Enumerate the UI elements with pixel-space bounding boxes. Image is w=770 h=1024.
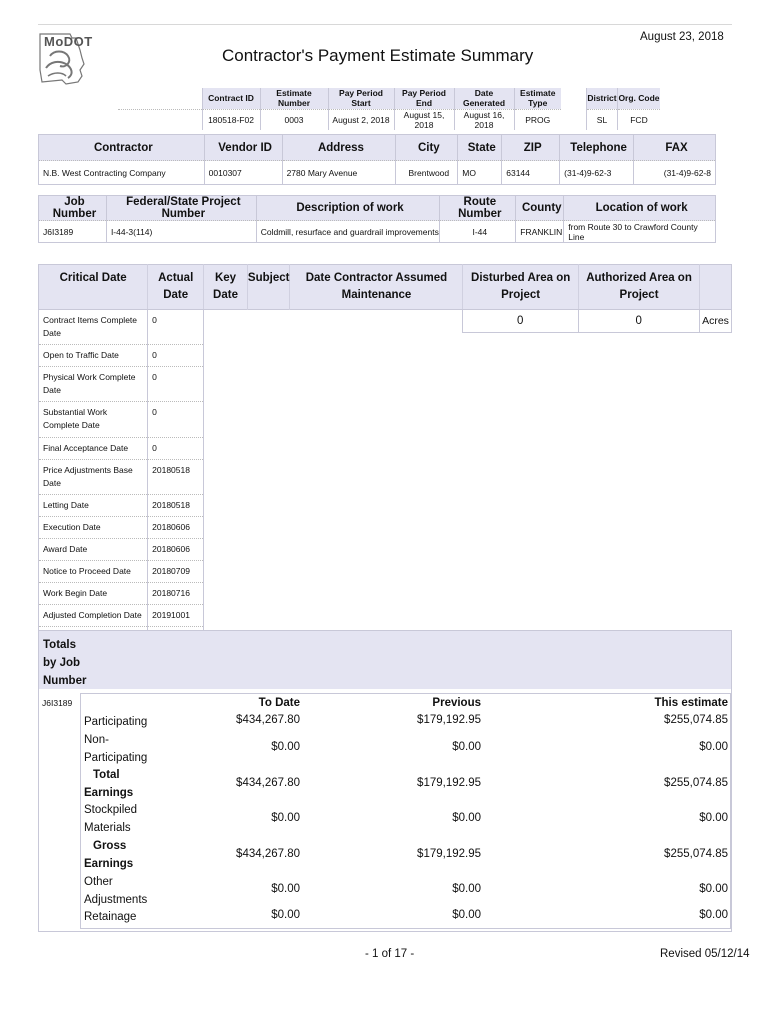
total-earnings-previous: $179,192.95 [417, 777, 481, 789]
totals-heading-line: Number [43, 675, 87, 687]
date-value: 20180518 [148, 495, 204, 517]
top-rule [38, 24, 732, 25]
date-label: Adjusted Completion Date [39, 605, 148, 627]
date-value: 20180606 [148, 539, 204, 561]
estimate-type-header: Estimate Type [514, 88, 561, 109]
date-value: 20191001 [148, 605, 204, 627]
stockpiled-materials-label [84, 802, 137, 837]
date-value: 0 [148, 310, 204, 345]
table-row [39, 367, 204, 402]
page-title: Contractor's Payment Estimate Summary [222, 46, 534, 65]
date-value: 0 [148, 345, 204, 367]
label-line: Earnings [84, 786, 134, 799]
critical-dates-table [38, 309, 204, 649]
job-number-header: Job Number [39, 196, 107, 221]
other-adjustments-to-date: $0.00 [271, 883, 300, 895]
label-line: Gross [93, 840, 127, 852]
label-line: Adjustments [84, 893, 148, 906]
date-label: Price Adjustments Base Date [39, 460, 148, 495]
date-label: Open to Traffic Date [39, 345, 148, 367]
stockpiled-previous: $0.00 [452, 812, 481, 824]
stockpiled-to-date: $0.00 [271, 812, 300, 824]
contract-id-header: Contract ID [202, 88, 260, 109]
job-table [38, 195, 716, 243]
date-value: 0 [148, 367, 204, 402]
page-number: - 1 of 17 - [365, 948, 415, 960]
job-number-value: J6I3189 [39, 221, 107, 243]
county-value: FRANKLIN [516, 221, 564, 243]
label-line: Materials [84, 821, 131, 834]
district-value: SL [587, 109, 618, 130]
vendor-id-value: 0010307 [204, 161, 282, 185]
table-row [39, 605, 204, 627]
district-header: District [587, 88, 618, 109]
date-label: Execution Date [39, 517, 148, 539]
table-row [39, 345, 204, 367]
authorized-area-value: 0 [578, 310, 699, 333]
contract-table [118, 88, 561, 130]
location-header: Location of work [564, 196, 716, 221]
this-estimate-header: This estimate [654, 697, 728, 709]
stockpiled-this-estimate: $0.00 [699, 812, 728, 824]
date-value: 20180606 [148, 517, 204, 539]
other-adjustments-previous: $0.00 [452, 883, 481, 895]
table-row [39, 561, 204, 583]
estimate-number-header: Estimate Number [260, 88, 328, 109]
route-number-value: I-44 [440, 221, 516, 243]
date-label: Work Begin Date [39, 583, 148, 605]
disturbed-area-value: 0 [517, 315, 524, 327]
org-code-header: Org. Code [617, 88, 660, 109]
telephone-value: (31-4)9-62-3 [560, 161, 634, 185]
address-value: 2780 Mary Avenue [282, 161, 396, 185]
critical-dates-header [38, 264, 732, 310]
date-label: Award Date [39, 539, 148, 561]
label-line: Stockpiled [84, 804, 138, 816]
date-label: Letting Date [39, 495, 148, 517]
address-header: Address [282, 135, 396, 161]
to-date-header: To Date [258, 697, 300, 709]
non-participating-to-date: $0.00 [271, 741, 300, 753]
authorized-area-header: Authorized Area on Project [578, 265, 699, 310]
project-number-header: Federal/State Project Number [106, 196, 256, 221]
date-value: 0 [148, 402, 204, 438]
total-earnings-to-date: $434,267.80 [236, 777, 300, 789]
table-row [39, 460, 204, 495]
state-header: State [458, 135, 502, 161]
retainage-this-estimate: $0.00 [699, 909, 728, 921]
logo-text: MoDOT [44, 34, 93, 49]
totals-job-number: J6I3189 [42, 698, 73, 708]
participating-label: Participating [84, 716, 148, 728]
totals-heading-line: Totals [43, 639, 77, 651]
actual-date-header: Actual Date [148, 265, 204, 310]
label-line: Earnings [84, 857, 134, 870]
city-value: Brentwood [396, 161, 458, 185]
telephone-header: Telephone [560, 135, 634, 161]
totals-heading [43, 636, 86, 690]
pay-period-end-value: August 15, 2018 [394, 109, 454, 130]
gross-earnings-to-date: $434,267.80 [236, 848, 300, 860]
table-row [39, 402, 204, 438]
contractor-table [38, 134, 716, 185]
label-line: Non- [84, 734, 109, 746]
total-earnings-this-estimate: $255,074.85 [664, 777, 728, 789]
contractor-header: Contractor [39, 135, 205, 161]
gross-earnings-this-estimate: $255,074.85 [664, 848, 728, 860]
route-number-header: Route Number [440, 196, 516, 221]
participating-this-estimate: $255,074.85 [664, 714, 728, 726]
label-line: Other [84, 876, 113, 888]
district-table [586, 88, 660, 130]
table-row [39, 495, 204, 517]
label-line: Total [93, 769, 120, 781]
table-row [39, 583, 204, 605]
date-generated-value: August 16, 2018 [454, 109, 514, 130]
estimate-type-value: PROG [514, 109, 561, 130]
participating-previous: $179,192.95 [417, 714, 481, 726]
total-earnings-label [84, 767, 133, 802]
date-value: 20180518 [148, 460, 204, 495]
gross-earnings-previous: $179,192.95 [417, 848, 481, 860]
project-number-value: I-44-3(114) [106, 221, 256, 243]
city-header: City [396, 135, 458, 161]
subject-header: Subject [247, 265, 290, 310]
unit-header [700, 265, 732, 310]
description-header: Description of work [256, 196, 440, 221]
non-participating-this-estimate: $0.00 [699, 741, 728, 753]
table-row [39, 517, 204, 539]
date-label: Final Acceptance Date [39, 438, 148, 460]
zip-header: ZIP [502, 135, 560, 161]
disturbed-area-header: Disturbed Area on Project [463, 265, 578, 310]
estimate-number-value: 0003 [260, 109, 328, 130]
location-value: from Route 30 to Crawford County Line [564, 221, 716, 243]
date-value: 20180709 [148, 561, 204, 583]
report-date: August 23, 2018 [640, 31, 724, 43]
contractor-value: N.B. West Contracting Company [39, 161, 205, 185]
pay-period-start-header: Pay Period Start [328, 88, 394, 109]
date-value: 20180716 [148, 583, 204, 605]
date-label: Substantial Work Complete Date [39, 402, 148, 438]
contract-id-value: 180518-F02 [202, 109, 260, 130]
retainage-to-date: $0.00 [271, 909, 300, 921]
gross-earnings-label [84, 838, 133, 873]
area-unit: Acres [700, 310, 732, 333]
date-label: Physical Work Complete Date [39, 367, 148, 402]
county-header: County [516, 196, 564, 221]
maintenance-header: Date Contractor Assumed Maintenance [290, 265, 463, 310]
zip-value: 63144 [502, 161, 560, 185]
revision-date: Revised 05/12/14 [660, 948, 750, 960]
table-row [39, 438, 204, 460]
date-label: Notice to Proceed Date [39, 561, 148, 583]
previous-header: Previous [432, 697, 481, 709]
state-value: MO [458, 161, 502, 185]
org-code-value: FCD [617, 109, 660, 130]
participating-to-date: $434,267.80 [236, 714, 300, 726]
label-line: Participating [84, 751, 148, 764]
date-label: Contract Items Complete Date [39, 310, 148, 345]
fax-header: FAX [634, 135, 716, 161]
non-participating-previous: $0.00 [452, 741, 481, 753]
other-adjustments-label [84, 874, 147, 909]
retainage-label: Retainage [84, 911, 137, 923]
table-row [39, 539, 204, 561]
table-row [39, 310, 204, 345]
description-value: Coldmill, resurface and guardrail improvements [256, 221, 440, 243]
totals-heading-line: by Job [43, 657, 81, 669]
pay-period-end-header: Pay Period End [394, 88, 454, 109]
non-participating-label [84, 732, 147, 767]
date-generated-header: Date Generated [454, 88, 514, 109]
critical-date-header: Critical Date [39, 265, 148, 310]
vendor-id-header: Vendor ID [204, 135, 282, 161]
date-value: 0 [148, 438, 204, 460]
key-date-header: Key Date [204, 265, 248, 310]
retainage-previous: $0.00 [452, 909, 481, 921]
totals-header-band [39, 631, 731, 689]
other-adjustments-this-estimate: $0.00 [699, 883, 728, 895]
pay-period-start-value: August 2, 2018 [328, 109, 394, 130]
area-values [462, 309, 732, 333]
fax-value: (31-4)9-62-8 [634, 161, 716, 185]
